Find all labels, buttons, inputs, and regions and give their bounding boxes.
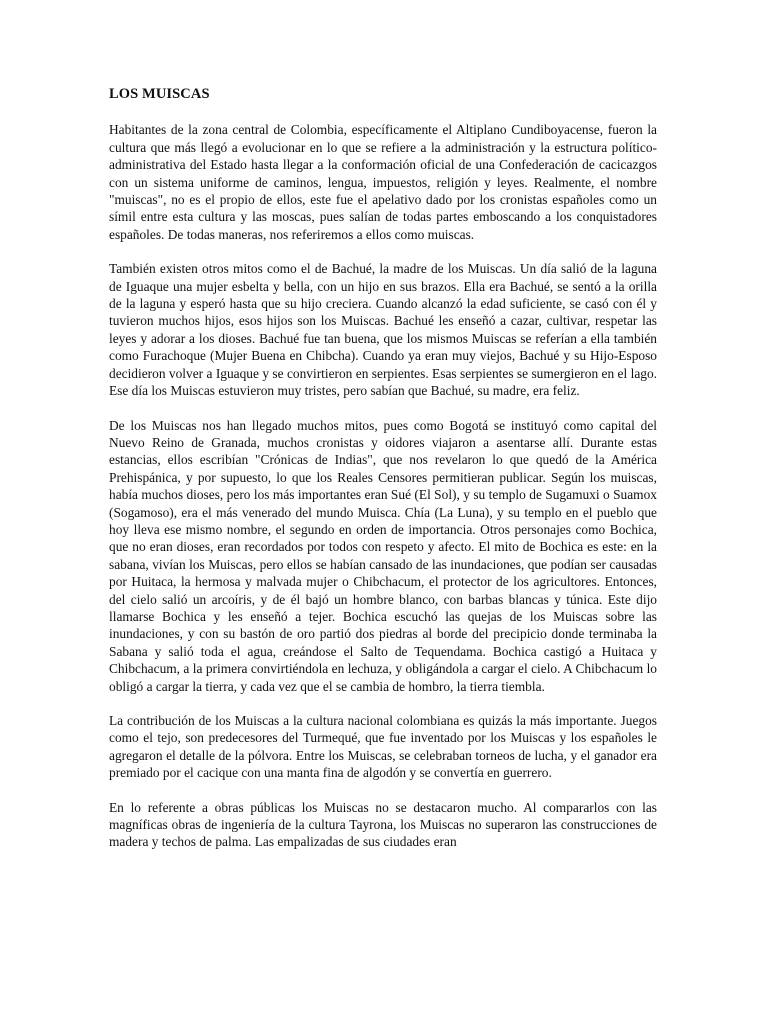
document-page bbox=[109, 86, 657, 868]
paragraph-habitantes: Habitantes de la zona central de Colombia, específicamente el Altiplano Cundiboyacense, fueron la cultura que más llegó a evolucionar en lo que se refiere a la administración y la estructura político-administrativa del Estado hasta llegar a la conformación oficial de una Confederación de cacicazgos con un sistema uniforme de caminos, lengua, impuestos, religión y leyes. Realmente, el nombre "muiscas", no es el propio de ellos, este fue el apelativo dado por los cronistas españoles como un símil entre esta cultura y las moscas, pues salían de todas partes emboscando a los conquistadores españoles. De todas maneras, nos referiremos a ellos como muiscas. bbox=[109, 122, 657, 242]
paragraph-contribucion: La contribución de los Muiscas a la cultura nacional colombiana es quizás la más importante. Juegos como el tejo, son predecesores del Turmequé, que fue inventado por los Muiscas y los españoles le agregaron el detalle de la pólvora. Entre los Muiscas, se celebraban torneos de lucha, y el ganador era premiado por el cacique con una manta fina de algodón y se convertía en guerrero. bbox=[109, 713, 657, 781]
document-title: LOS MUISCAS bbox=[109, 86, 210, 102]
paragraph-mitos-bochica: De los Muiscas nos han llegado muchos mitos, pues como Bogotá se instituyó como capital del Nuevo Reino de Granada, muchos cronistas y oidores viajaron a asentarse allí. Durante estas estancias, ellos escribían "Crónicas de Indias", que nos revelaron lo que quedó de la América Prehispánica, y por supuesto, lo que los Reales Censores permitieran publicar. Según los muiscas, había muchos dioses, pero los más importantes eran Sué (El Sol), y su templo de Sugamuxi o Suamox (Sogamoso), era el más venerado del mundo Muisca. Chía (La Luna), y su templo en el pueblo que hoy lleva ese mismo nombre, el segundo en orden de importancia. Otros personajes como Bochica, que no eran dioses, eran recordados por todos con respeto y afecto. El mito de Bochica es este: en la sabana, vivían los Muiscas, pero ellos se habían cansado de las inundaciones, que podían ser causadas por Huitaca, la hermosa y malvada mujer o Chibchacum, el protector de los agricultores. Entonces, del cielo salió un arcoíris, y de él bajó un hombre blanco, con barbas blancas y túnica. Este dijo llamarse Bochica y les enseñó a tejer. Bochica escuchó las quejas de los Muiscas sobre las inundaciones, y con su bastón de oro partió dos piedras al borde del precipicio donde terminaba la Sabana y salió toda el agua, creándose el Salto de Tequendama. Bochica castigó a Huitaca y Chibchacum, a la primera convirtiéndola en lechuza, y obligándola a cargar el cielo. A Chibchacum lo obligó a cargar la tierra, y cada vez que el se cambia de hombro, la tierra tiembla. bbox=[109, 417, 657, 694]
paragraph-obras-publicas: En lo referente a obras públicas los Muiscas no se destacaron mucho. Al compararlos con las magníficas obras de ingeniería de la cultura Tayrona, los Muiscas no superaron las construcciones de madera y techos de palma. Las empalizadas de sus ciudades eran bbox=[109, 799, 657, 850]
paragraph-bachue: También existen otros mitos como el de Bachué, la madre de los Muiscas. Un día salió de la laguna de Iguaque una mujer esbelta y bella, con un hijo en sus brazos. Ella era Bachué, se sentó a la orilla de la laguna y esperó hasta que su hijo creciera. Cuando alcanzó la edad suficiente, se casó con él y tuvieron muchos hijos, esos hijos son los Muiscas. Bachué les enseñó a cazar, cultivar, respetar las leyes y adorar a los dioses. Bachué fue tan buena, que los mismos Muiscas se referían a ella también como Furachoque (Mujer Buena en Chibcha). Cuando ya eran muy viejos, Bachué y su Hijo-Esposo decidieron volver a Iguaque y se convirtieron en serpientes. Esas serpientes se sumergieron en el lago. Ese día los Muiscas estuvieron muy tristes, pero sabían que Bachué, su madre, era feliz. bbox=[109, 261, 657, 399]
